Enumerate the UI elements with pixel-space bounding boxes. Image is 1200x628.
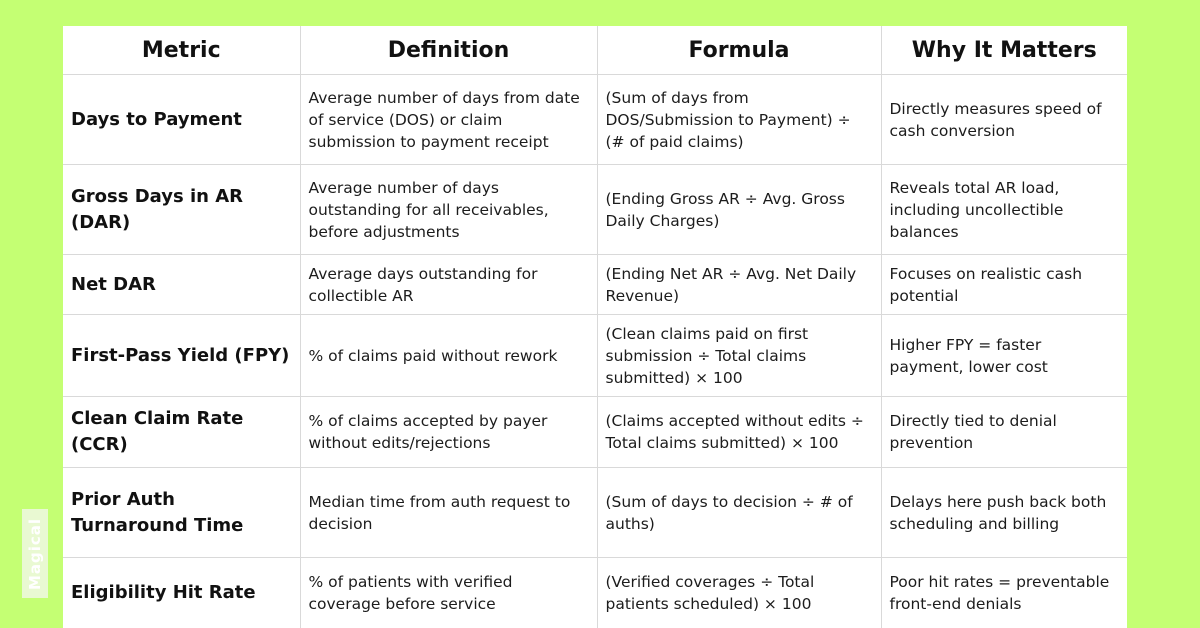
metric-cell: First-Pass Yield (FPY): [63, 315, 300, 397]
metric-cell: Net DAR: [63, 255, 300, 315]
formula-cell: (Ending Gross AR ÷ Avg. Gross Daily Charges): [597, 165, 881, 255]
definition-cell: Average days outstanding for collectible AR: [300, 255, 597, 315]
table-row: [63, 255, 1127, 315]
watermark-text: Magical: [26, 517, 44, 590]
table-row: [63, 397, 1127, 468]
formula-cell: (Sum of days to decision ÷ # of auths): [597, 468, 881, 558]
definition-cell: Median time from auth request to decision: [300, 468, 597, 558]
why-cell: Focuses on realistic cash potential: [881, 255, 1127, 315]
header-why-it-matters: Why It Matters: [881, 26, 1127, 75]
watermark-logo: [22, 509, 48, 598]
why-cell: Delays here push back both scheduling and billing: [881, 468, 1127, 558]
table-row: [63, 315, 1127, 397]
table-header-row: [63, 26, 1127, 75]
why-cell: Reveals total AR load, including uncollectible balances: [881, 165, 1127, 255]
metrics-table-card: [63, 26, 1127, 628]
header-formula: Formula: [597, 26, 881, 75]
table-row: [63, 75, 1127, 165]
definition-cell: Average number of days from date of service (DOS) or claim submission to payment receipt: [300, 75, 597, 165]
why-cell: Directly measures speed of cash conversion: [881, 75, 1127, 165]
formula-cell: (Clean claims paid on first submission ÷ Total claims submitted) × 100: [597, 315, 881, 397]
header-metric: Metric: [63, 26, 300, 75]
definition-cell: % of claims accepted by payer without edits/rejections: [300, 397, 597, 468]
why-cell: Poor hit rates = preventable front-end denials: [881, 558, 1127, 628]
table-row: [63, 468, 1127, 558]
why-cell: Directly tied to denial prevention: [881, 397, 1127, 468]
metric-cell: Clean Claim Rate (CCR): [63, 397, 300, 468]
metric-cell: Days to Payment: [63, 75, 300, 165]
formula-cell: (Verified coverages ÷ Total patients scheduled) × 100: [597, 558, 881, 628]
definition-cell: % of patients with verified coverage before service: [300, 558, 597, 628]
formula-cell: (Claims accepted without edits ÷ Total claims submitted) × 100: [597, 397, 881, 468]
header-definition: Definition: [300, 26, 597, 75]
metrics-table: [63, 26, 1127, 628]
formula-cell: (Sum of days from DOS/Submission to Payment) ÷ (# of paid claims): [597, 75, 881, 165]
formula-cell: (Ending Net AR ÷ Avg. Net Daily Revenue): [597, 255, 881, 315]
metric-cell: Prior Auth Turnaround Time: [63, 468, 300, 558]
definition-cell: Average number of days outstanding for all receivables, before adjustments: [300, 165, 597, 255]
metric-cell: Eligibility Hit Rate: [63, 558, 300, 628]
table-row: [63, 165, 1127, 255]
why-cell: Higher FPY = faster payment, lower cost: [881, 315, 1127, 397]
definition-cell: % of claims paid without rework: [300, 315, 597, 397]
metric-cell: Gross Days in AR (DAR): [63, 165, 300, 255]
table-row: [63, 558, 1127, 628]
